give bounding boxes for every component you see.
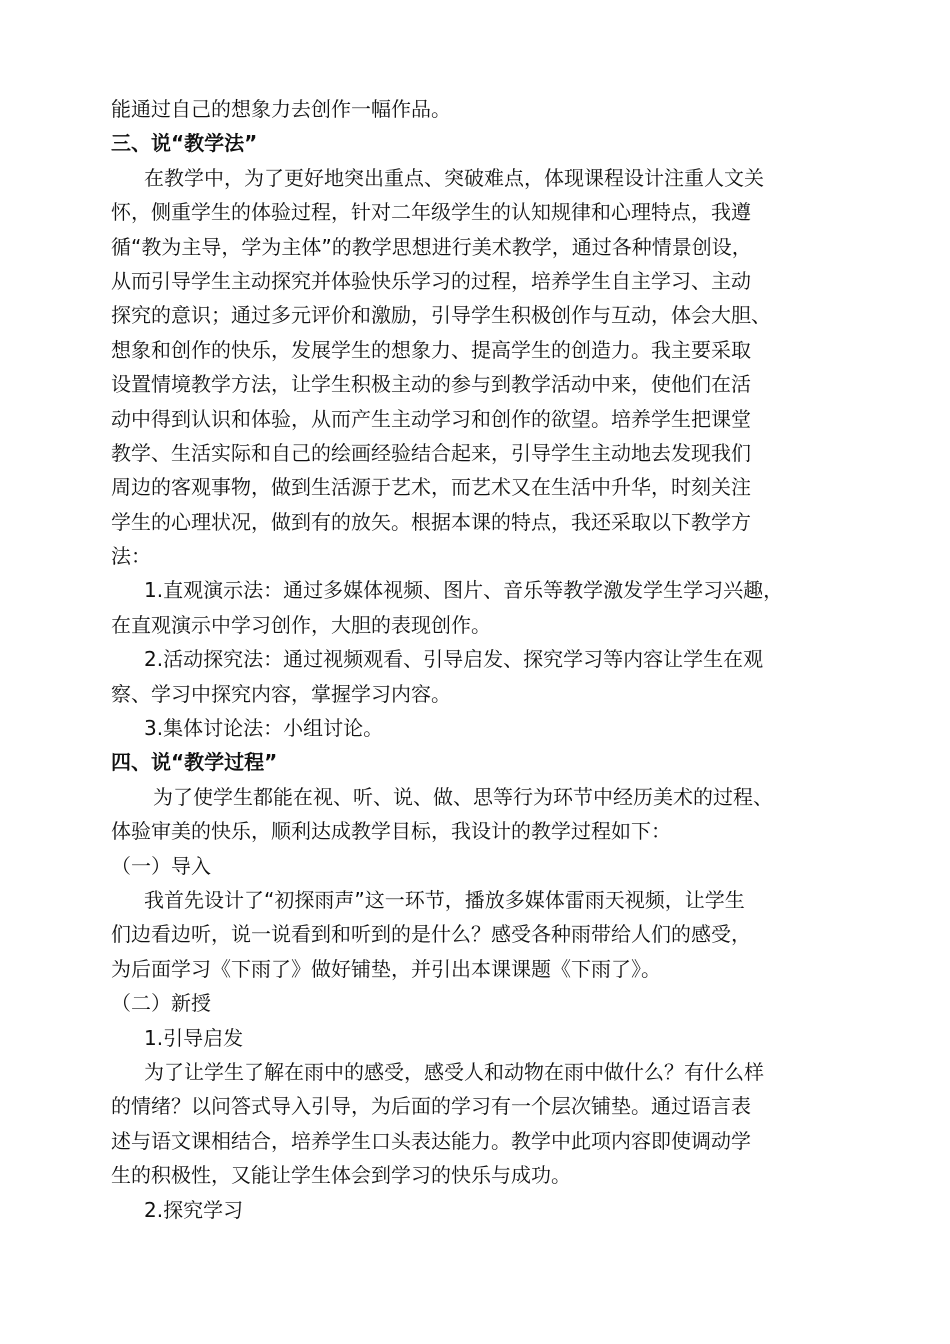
method-item-1: 1.直观演示法：通过多媒体视频、图片、音乐等教学激发学生学习兴趣，	[144, 578, 784, 603]
paragraph-line: 在直观演示中学习创作，大胆的表现创作。	[111, 612, 491, 637]
section-heading-teaching-process: 四、说“教学过程”	[111, 750, 278, 775]
paragraph-line: 述与语文课相结合，培养学生口头表达能力。教学中此项内容即使调动学	[111, 1128, 751, 1153]
paragraph-line: 体验审美的快乐，顺利达成教学目标，我设计的教学过程如下：	[111, 819, 671, 844]
subsection-heading-intro: （一）导入	[111, 853, 211, 878]
document-body	[111, 92, 846, 1227]
paragraph-line: 周边的客观事物，做到生活源于艺术，而艺术又在生活中升华，时刻关注	[111, 475, 751, 500]
paragraph-line: 动中得到认识和体验，从而产生主动学习和创作的欲望。培养学生把课堂	[111, 406, 751, 431]
paragraph-line: 怀，侧重学生的体验过程，针对二年级学生的认知规律和心理特点，我遵	[111, 200, 751, 225]
paragraph-line: 设置情境教学方法，让学生积极主动的参与到教学活动中来，使他们在活	[111, 372, 751, 397]
step-heading-exploration: 2.探究学习	[144, 1197, 244, 1222]
paragraph-line: 想象和创作的快乐，发展学生的想象力、提高学生的创造力。我主要采取	[111, 337, 751, 362]
paragraph-line: 探究的意识；通过多元评价和激励，引导学生积极创作与互动，体会大胆、	[111, 303, 771, 328]
subsection-heading-new-lesson: （二）新授	[111, 991, 211, 1016]
paragraph-line: 在教学中，为了更好地突出重点、突破难点，体现课程设计注重人文关	[144, 165, 764, 190]
paragraph-line: 学生的心理状况，做到有的放矢。根据本课的特点，我还采取以下教学方	[111, 509, 751, 534]
paragraph-line: 的情绪？以问答式导入引导，为后面的学习有一个层次铺垫。通过语言表	[111, 1094, 751, 1119]
method-item-2: 2.活动探究法：通过视频观看、引导启发、探究学习等内容让学生在观	[144, 647, 764, 672]
section-heading-teaching-methods: 三、说“教学法”	[111, 131, 258, 156]
step-heading-guidance: 1.引导启发	[144, 1025, 244, 1050]
paragraph-line: 法：	[111, 544, 151, 569]
paragraph-line: 我首先设计了“初探雨声”这一环节，播放多媒体雷雨天视频，让学生	[144, 887, 745, 912]
paragraph-line: 能通过自己的想象力去创作一幅作品。	[111, 97, 451, 121]
paragraph-line: 生的积极性，又能让学生体会到学习的快乐与成功。	[111, 1163, 571, 1188]
paragraph-line: 教学、生活实际和自己的绘画经验结合起来，引导学生主动地去发现我们	[111, 440, 751, 465]
method-item-3: 3.集体讨论法：小组讨论。	[144, 716, 384, 741]
paragraph-line: 为了让学生了解在雨中的感受，感受人和动物在雨中做什么？有什么样	[144, 1059, 764, 1084]
paragraph-line: 为了使学生都能在视、听、说、做、思等行为环节中经历美术的过程、	[153, 784, 773, 809]
paragraph-line: 为后面学习《下雨了》做好铺垫，并引出本课课题《下雨了》。	[111, 956, 661, 981]
paragraph-line: 从而引导学生主动探究并体验快乐学习的过程，培养学生自主学习、主动	[111, 268, 751, 293]
paragraph-line: 循“教为主导，学为主体”的教学思想进行美术教学，通过各种情景创设，	[111, 234, 752, 259]
paragraph-line: 察、学习中探究内容，掌握学习内容。	[111, 681, 451, 706]
paragraph-line: 们边看边听，说一说看到和听到的是什么？感受各种雨带给人们的感受，	[111, 922, 751, 947]
